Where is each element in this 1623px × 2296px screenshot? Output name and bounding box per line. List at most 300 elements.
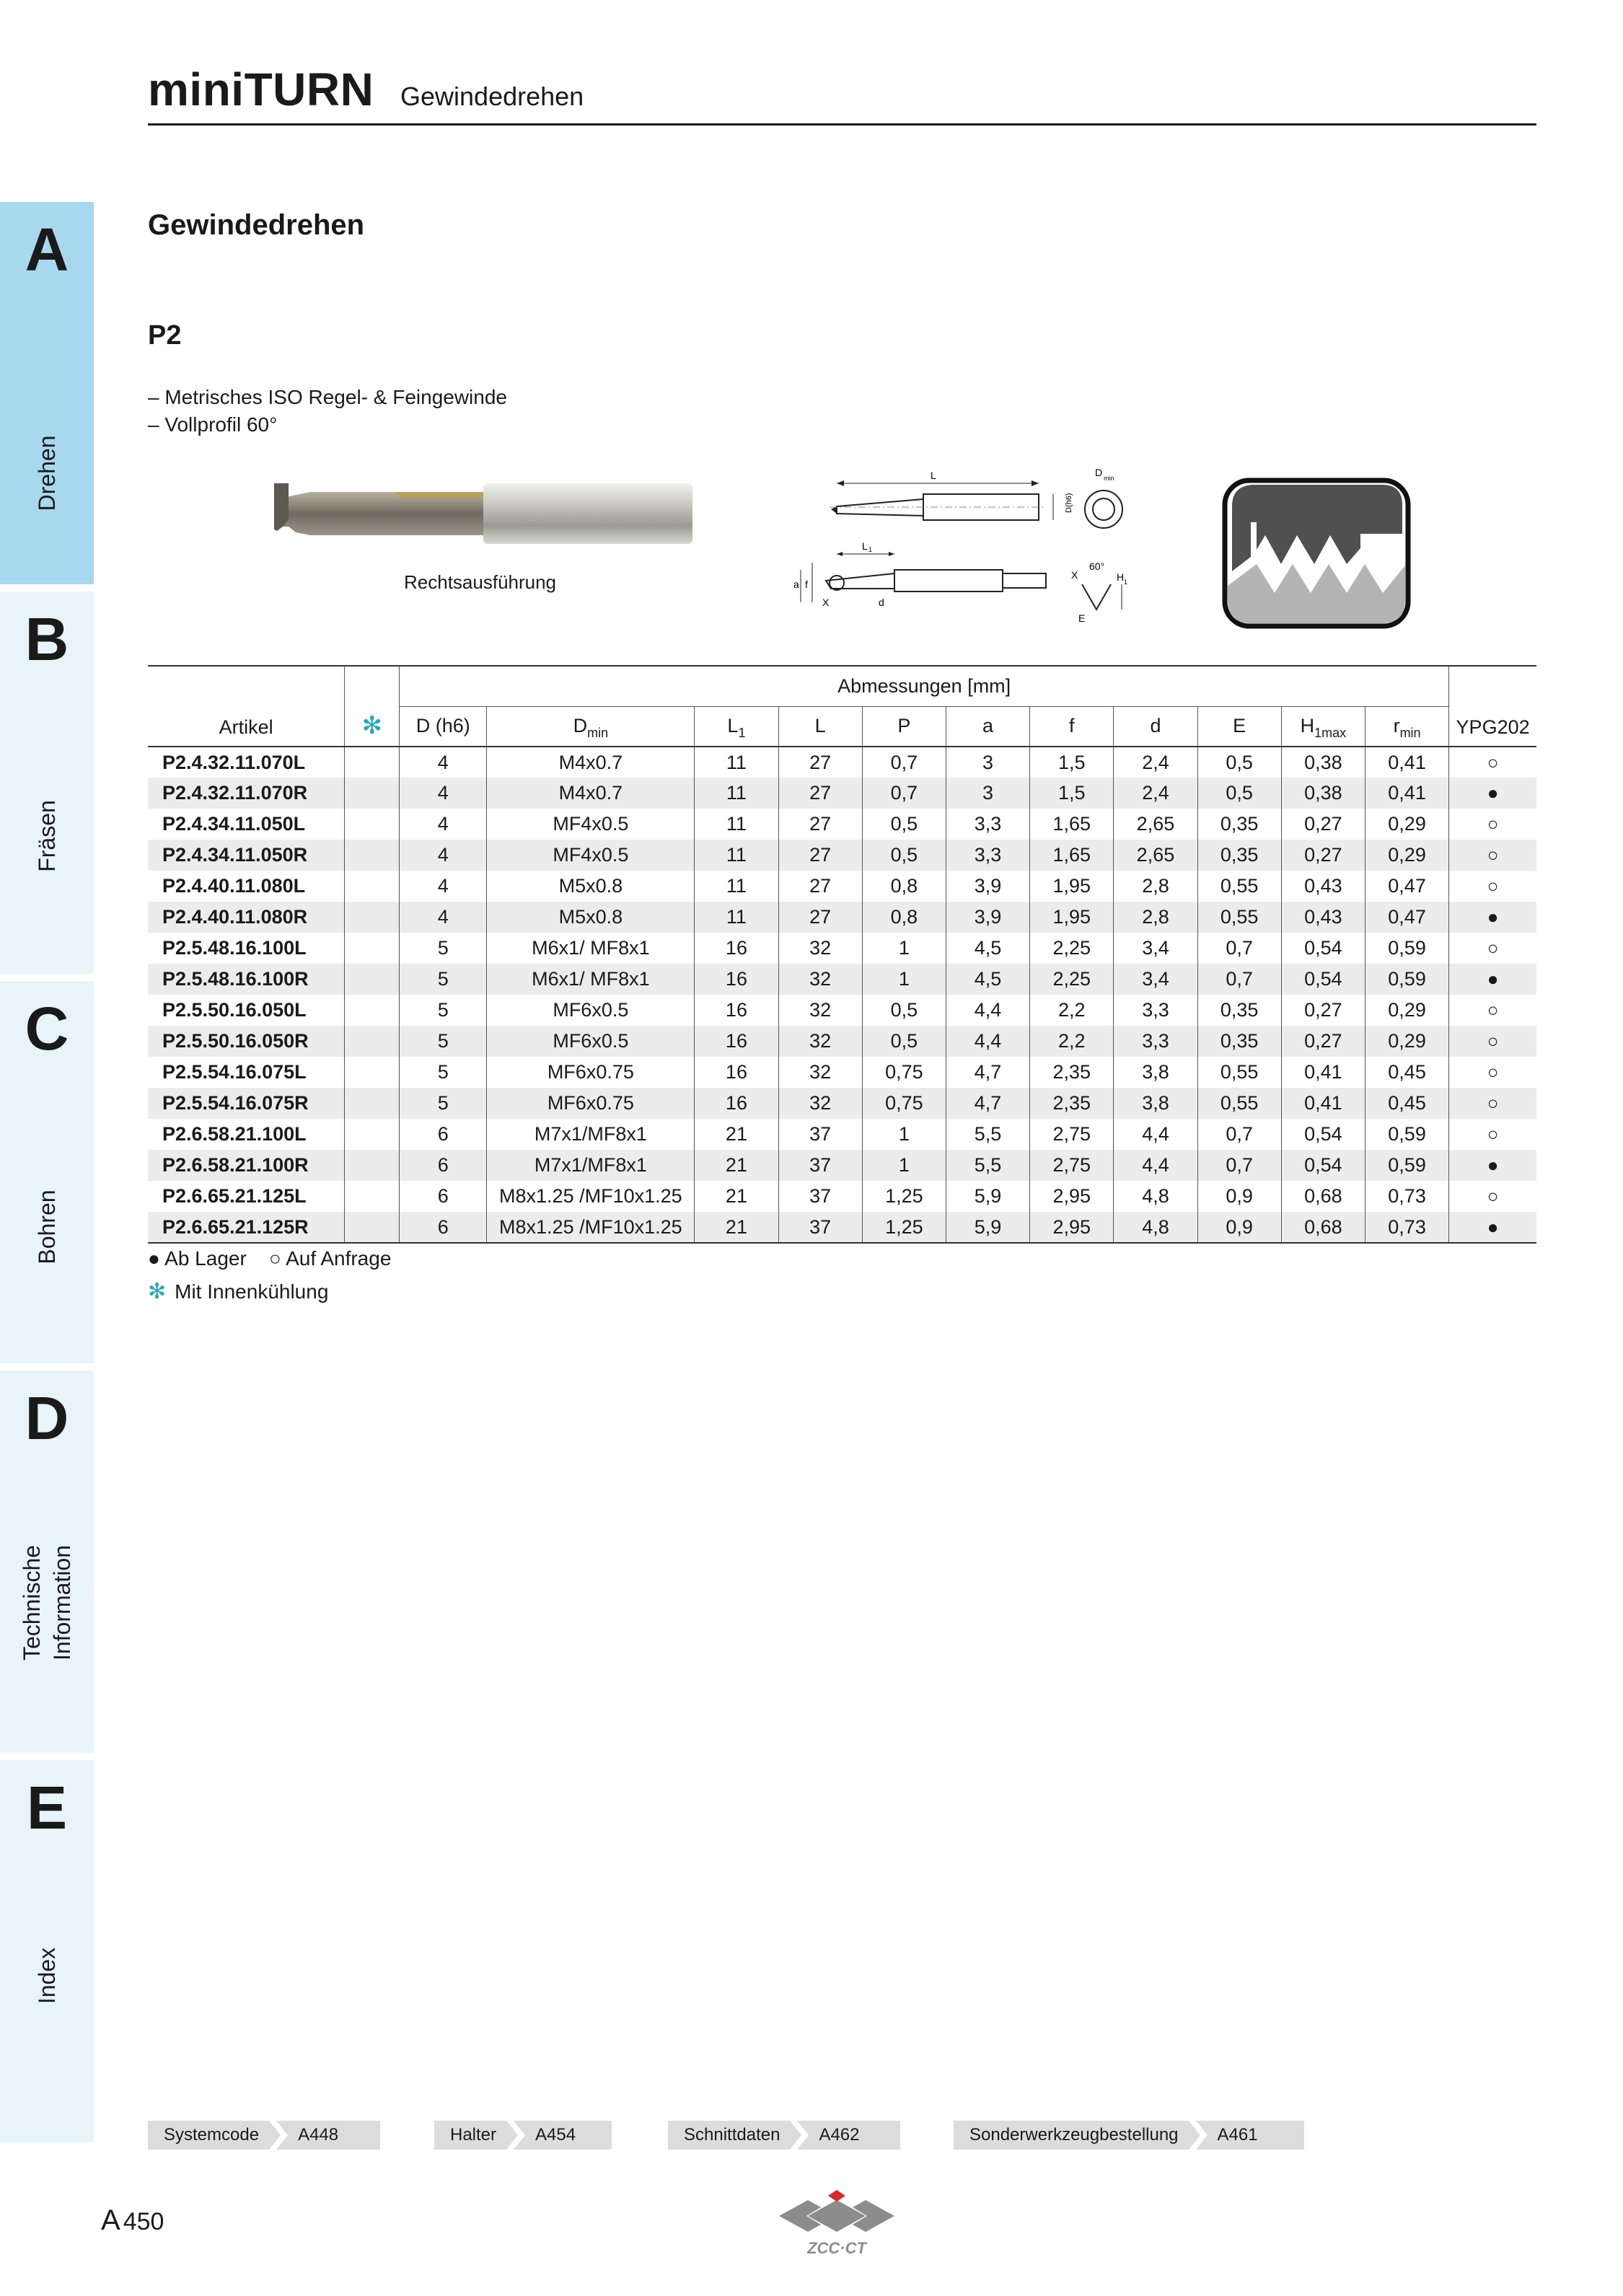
- cell-e: 0,5: [1197, 778, 1281, 809]
- cell-rmin: 0,59: [1365, 1150, 1448, 1181]
- tool-photo: [267, 476, 700, 563]
- drawing-label-dh6: D(h6): [1065, 493, 1073, 513]
- cell-article: P2.6.58.21.100L: [162, 1123, 307, 1145]
- cell-h1max: 0,54: [1281, 933, 1365, 964]
- cell-d: 2,65: [1114, 840, 1197, 871]
- cell-d: 4: [400, 902, 487, 933]
- cell-dmin: M7x1/MF8x1: [487, 1150, 695, 1181]
- cell-availability: ○: [1449, 1026, 1536, 1057]
- cell-availability: ●: [1449, 902, 1536, 933]
- cell-a: 4,7: [946, 1088, 1029, 1119]
- cell-a: 3,3: [946, 840, 1029, 871]
- product-title: P2: [148, 320, 182, 351]
- table-row: [148, 840, 1536, 871]
- cell-l: 27: [778, 747, 862, 778]
- header-subtitle: Gewindedrehen: [400, 82, 584, 111]
- cell-cooling: [345, 747, 400, 778]
- column-header-e: E: [1197, 706, 1281, 747]
- cell-availability: ○: [1449, 747, 1536, 778]
- cell-d: 6: [400, 1212, 487, 1243]
- cell-p: 0,7: [862, 778, 946, 809]
- xref-page: A448: [298, 2125, 339, 2145]
- cell-p: 0,8: [862, 902, 946, 933]
- cell-cooling: [345, 1088, 400, 1119]
- side-tab-label: Index: [34, 1947, 60, 2005]
- side-tab-bohren[interactable]: [0, 981, 94, 1363]
- cell-h1max: 0,68: [1281, 1181, 1365, 1212]
- feature-item: – Vollprofil 60°: [148, 413, 278, 436]
- cell-l: 32: [778, 1026, 862, 1057]
- drawing-label-x: X: [822, 597, 830, 608]
- drawing-label-l1: L: [862, 540, 868, 552]
- cell-f: 2,75: [1030, 1150, 1114, 1181]
- cell-article: P2.4.32.11.070L: [162, 751, 306, 773]
- cell-d: 2,4: [1114, 778, 1197, 809]
- cell-l1: 16: [695, 995, 778, 1026]
- legend-cooling-label: Mit Innenkühlung: [175, 1280, 329, 1303]
- cell-d: 3,8: [1114, 1057, 1197, 1088]
- cell-article: P2.6.58.21.100R: [148, 1150, 345, 1181]
- table-row: [148, 747, 1536, 778]
- cell-d: 3,4: [1114, 964, 1197, 995]
- cell-l1: 11: [695, 902, 778, 933]
- cell-a: 4,4: [946, 1026, 1029, 1057]
- cell-f: 1,65: [1030, 840, 1114, 871]
- cell-d: 4: [437, 751, 449, 773]
- xref-label: Halter: [450, 2125, 497, 2145]
- cell-e: 0,7: [1197, 933, 1281, 964]
- cell-rmin: 0,59: [1365, 933, 1448, 964]
- cell-h1max: 0,54: [1281, 964, 1365, 995]
- cell-article: P2.5.50.16.050L: [162, 999, 307, 1021]
- zcc-ct-logo: [779, 2178, 894, 2258]
- cell-l1: 11: [695, 840, 778, 871]
- cell-h1max: 0,27: [1281, 995, 1365, 1026]
- thread-profile-icon: [1222, 478, 1411, 629]
- column-group-dimensions: Abmessungen [mm]: [400, 666, 1449, 706]
- cell-l: 27: [778, 778, 862, 809]
- side-tab-label: Fräsen: [34, 800, 60, 872]
- column-header-dmin: $D_{min}$: [487, 706, 695, 747]
- cell-d: 4,8: [1114, 1181, 1197, 1212]
- cell-d: 4,8: [1114, 1212, 1197, 1243]
- drawing-label-e: E: [1078, 612, 1086, 624]
- cell-availability: ○: [1449, 1181, 1536, 1212]
- cell-l1: 11: [695, 809, 778, 840]
- cell-p: 0,7: [862, 747, 946, 778]
- cell-rmin: 0,29: [1365, 1026, 1448, 1057]
- cell-f: 2,35: [1030, 1088, 1114, 1119]
- cell-cooling: [345, 1057, 400, 1088]
- cell-cooling: [345, 1119, 400, 1150]
- cell-dmin: MF6x0.75: [487, 1088, 695, 1119]
- cell-d: 3,3: [1114, 995, 1197, 1026]
- chevron-right-icon: [506, 2121, 525, 2150]
- cell-a: 5,9: [946, 1212, 1029, 1243]
- cell-p: 0,5: [862, 1026, 946, 1057]
- cell-l1: 16: [695, 1057, 778, 1088]
- cell-d: 4: [437, 875, 449, 897]
- cell-d: 2,8: [1114, 902, 1197, 933]
- side-tab-technische-information[interactable]: [0, 1371, 94, 1753]
- table-row: [148, 871, 1536, 902]
- cell-l: 27: [778, 902, 862, 933]
- cell-p: 0,5: [862, 840, 946, 871]
- cell-cooling: [345, 964, 400, 995]
- cell-l1: 16: [695, 964, 778, 995]
- page-number: [101, 2204, 164, 2237]
- column-header-f: f: [1030, 706, 1114, 747]
- cell-e: 0,55: [1197, 902, 1281, 933]
- cell-cooling: [345, 1026, 400, 1057]
- cell-e: 0,55: [1197, 871, 1281, 902]
- cell-l1: 21: [695, 1150, 778, 1181]
- cell-rmin: 0,41: [1365, 747, 1448, 778]
- cell-d: 2,4: [1114, 747, 1197, 778]
- cell-l: 32: [778, 1057, 862, 1088]
- cell-f: 2,95: [1030, 1181, 1114, 1212]
- logo-text: ZCC·CT: [807, 2239, 866, 2257]
- brand-title: miniTURN: [148, 63, 374, 115]
- cell-dmin: M4x0.7: [487, 747, 695, 778]
- cell-l: 27: [778, 840, 862, 871]
- cell-l: 37: [778, 1119, 862, 1150]
- cell-rmin: 0,29: [1365, 995, 1448, 1026]
- drawing-label-L: L: [931, 470, 936, 481]
- cell-availability: ○: [1449, 933, 1536, 964]
- table-row: [148, 1057, 1536, 1088]
- cell-l1: 11: [695, 778, 778, 809]
- cell-dmin: MF4x0.5: [487, 809, 695, 840]
- side-tab-letter: B: [25, 605, 69, 673]
- side-tab-label-line1: Technische: [19, 1544, 45, 1661]
- cell-e: 0,35: [1197, 1026, 1281, 1057]
- cell-dmin: M5x0.8: [487, 902, 695, 933]
- cell-availability: ●: [1449, 778, 1536, 809]
- cell-a: 3: [946, 778, 1029, 809]
- xref-halter[interactable]: [434, 2121, 612, 2150]
- legend-in-stock: ● Ab Lager: [148, 1247, 247, 1270]
- xref-page: A454: [535, 2125, 576, 2145]
- drawing-label-angle: 60°: [1089, 560, 1105, 572]
- cell-a: 5,9: [946, 1181, 1029, 1212]
- drawing-label-d: d: [879, 597, 884, 608]
- side-tab-label-line2: Information: [49, 1544, 75, 1661]
- cell-dmin: M8x1.25 /MF10x1.25: [487, 1181, 695, 1212]
- table-row: [148, 933, 1536, 964]
- cell-article: P2.4.34.11.050L: [162, 813, 306, 835]
- cell-rmin: 0,29: [1365, 809, 1448, 840]
- drawing-label-h: H: [1117, 571, 1125, 583]
- cell-l: 27: [778, 871, 862, 902]
- table-row: [148, 809, 1536, 840]
- table-row: [148, 1212, 1536, 1243]
- cell-e: 0,35: [1197, 809, 1281, 840]
- drawing-label-l1-sub: 1: [868, 546, 873, 553]
- cell-f: 1,5: [1030, 778, 1114, 809]
- cell-rmin: 0,41: [1365, 778, 1448, 809]
- cell-e: 0,9: [1197, 1181, 1281, 1212]
- cell-p: 1: [862, 964, 946, 995]
- cell-cooling: [345, 1150, 400, 1181]
- cell-availability: ○: [1449, 871, 1536, 902]
- table-row: [148, 1150, 1536, 1181]
- cell-f: 2,2: [1030, 1026, 1114, 1057]
- cell-l1: 21: [695, 1119, 778, 1150]
- cell-p: 1: [862, 933, 946, 964]
- dimension-drawing: [786, 462, 1147, 624]
- drawing-label-f: f: [805, 579, 808, 590]
- cell-article: P2.5.50.16.050R: [148, 1026, 345, 1057]
- cell-l1: 11: [695, 871, 778, 902]
- cell-rmin: 0,45: [1365, 1057, 1448, 1088]
- drawing-label-dmin-sub: min: [1104, 475, 1114, 482]
- cell-d: 4,4: [1114, 1150, 1197, 1181]
- cell-f: 1,95: [1030, 871, 1114, 902]
- cell-dmin: MF6x0.5: [487, 1026, 695, 1057]
- cell-article: P2.5.48.16.100L: [162, 937, 307, 959]
- xref-label: Schnittdaten: [684, 2125, 780, 2145]
- cell-p: 0,75: [862, 1088, 946, 1119]
- side-tab-letter: C: [25, 995, 69, 1063]
- column-header-rmin: $r_{min}$: [1365, 706, 1448, 747]
- cell-p: 1,25: [862, 1181, 946, 1212]
- cell-h1max: 0,38: [1281, 778, 1365, 809]
- cell-a: 3,9: [946, 902, 1029, 933]
- cell-rmin: 0,47: [1365, 902, 1448, 933]
- xref-label: Systemcode: [164, 2125, 260, 2145]
- side-tab-letter: E: [26, 1774, 68, 1842]
- column-header-d: D (h6): [400, 706, 487, 747]
- cell-availability: ○: [1449, 840, 1536, 871]
- cell-h1max: 0,43: [1281, 902, 1365, 933]
- cell-article: P2.4.32.11.070R: [148, 778, 345, 809]
- cell-l1: 16: [695, 1088, 778, 1119]
- cell-dmin: M6x1/ MF8x1: [487, 933, 695, 964]
- cell-l: 37: [778, 1212, 862, 1243]
- cell-p: 0,5: [862, 995, 946, 1026]
- cell-h1max: 0,54: [1281, 1150, 1365, 1181]
- cell-dmin: M8x1.25 /MF10x1.25: [487, 1212, 695, 1243]
- table-row: [148, 778, 1536, 809]
- cell-e: 0,9: [1197, 1212, 1281, 1243]
- cell-f: 2,25: [1030, 964, 1114, 995]
- xref-schnittdaten[interactable]: [668, 2121, 900, 2150]
- cell-d: 6: [437, 1123, 449, 1145]
- cell-article: P2.5.48.16.100R: [148, 964, 345, 995]
- cell-l: 37: [778, 1181, 862, 1212]
- cell-p: 1: [862, 1119, 946, 1150]
- cell-cooling: [345, 902, 400, 933]
- side-tab-label: Bohren: [34, 1189, 60, 1264]
- page-number-prefix: A: [101, 2204, 120, 2236]
- cell-l: 27: [778, 809, 862, 840]
- cell-article: P2.6.65.21.125L: [162, 1185, 307, 1207]
- cell-rmin: 0,45: [1365, 1088, 1448, 1119]
- cell-l1: 21: [695, 1181, 778, 1212]
- table-row: [148, 1119, 1536, 1150]
- cell-article: P2.5.54.16.075R: [148, 1088, 345, 1119]
- cell-e: 0,35: [1197, 995, 1281, 1026]
- cell-d: 4: [400, 840, 487, 871]
- page-number-value: 450: [123, 2208, 164, 2235]
- xref-sonderwerkzeugbestellung[interactable]: [954, 2121, 1304, 2150]
- cell-availability: ○: [1449, 1119, 1536, 1150]
- cell-dmin: MF6x0.75: [487, 1057, 695, 1088]
- cell-d: 4: [437, 813, 449, 835]
- cell-a: 3,9: [946, 871, 1029, 902]
- cell-availability: ●: [1449, 1212, 1536, 1243]
- cell-d: 6: [437, 1185, 449, 1207]
- cell-article: P2.4.34.11.050R: [148, 840, 345, 871]
- cell-dmin: M7x1/MF8x1: [487, 1119, 695, 1150]
- cell-h1max: 0,27: [1281, 840, 1365, 871]
- cell-a: 3,3: [946, 809, 1029, 840]
- cell-l: 32: [778, 995, 862, 1026]
- cell-dmin: M5x0.8: [487, 871, 695, 902]
- cell-availability: ●: [1449, 964, 1536, 995]
- cell-a: 3: [946, 747, 1029, 778]
- drawing-label-h-sub: 1: [1124, 579, 1128, 586]
- legend-availability: [148, 1242, 391, 1275]
- cell-cooling: [345, 778, 400, 809]
- side-tab-fraesen[interactable]: [0, 591, 94, 974]
- table-row: [148, 902, 1536, 933]
- side-tab-label: Drehen: [34, 435, 60, 511]
- cell-rmin: 0,59: [1365, 964, 1448, 995]
- chevron-right-icon: [1189, 2121, 1208, 2150]
- cell-d: 5: [400, 1026, 487, 1057]
- cell-e: 0,55: [1197, 1088, 1281, 1119]
- side-tab-label: [17, 1545, 77, 1661]
- cell-cooling: [345, 871, 400, 902]
- cell-d: 3,4: [1114, 933, 1197, 964]
- side-tab-index[interactable]: [0, 1760, 94, 2142]
- cell-h1max: 0,54: [1281, 1119, 1365, 1150]
- feature-list: [148, 384, 507, 439]
- cell-d: 4: [400, 778, 487, 809]
- cell-a: 4,4: [946, 995, 1029, 1026]
- column-header-h1max: $H_{1max}$: [1281, 706, 1365, 747]
- cell-d: 5: [437, 1061, 449, 1083]
- cell-e: 0,55: [1197, 1057, 1281, 1088]
- chevron-right-icon: [790, 2121, 809, 2150]
- drawing-label-dmin: D: [1095, 467, 1103, 478]
- page-header: [148, 62, 1536, 126]
- legend: [148, 1242, 391, 1308]
- column-header-a: a: [946, 706, 1029, 747]
- column-header-dd: d: [1114, 706, 1197, 747]
- cell-f: 2,95: [1030, 1212, 1114, 1243]
- cell-cooling: [345, 809, 400, 840]
- cell-d: 5: [437, 999, 449, 1021]
- cell-l1: 11: [695, 747, 778, 778]
- cell-h1max: 0,38: [1281, 747, 1365, 778]
- cell-article: P2.6.65.21.125R: [148, 1212, 345, 1243]
- snowflake-icon: ✻: [148, 1280, 167, 1303]
- column-header-l: L: [778, 706, 862, 747]
- cell-f: 2,25: [1030, 933, 1114, 964]
- cell-p: 1,25: [862, 1212, 946, 1243]
- cell-availability: ○: [1449, 995, 1536, 1026]
- cell-a: 5,5: [946, 1150, 1029, 1181]
- cell-h1max: 0,41: [1281, 1057, 1365, 1088]
- cell-rmin: 0,73: [1365, 1181, 1448, 1212]
- cell-a: 4,5: [946, 964, 1029, 995]
- cell-h1max: 0,27: [1281, 1026, 1365, 1057]
- cell-f: 1,65: [1030, 809, 1114, 840]
- cell-article: P2.5.54.16.075L: [162, 1061, 307, 1083]
- cell-d: 4,4: [1114, 1119, 1197, 1150]
- cell-cooling: [345, 840, 400, 871]
- cell-a: 4,5: [946, 933, 1029, 964]
- side-tab-drehen[interactable]: [0, 202, 94, 584]
- cell-article: P2.4.40.11.080R: [148, 902, 345, 933]
- cell-l1: 16: [695, 933, 778, 964]
- column-header-article: Artikel: [148, 666, 345, 747]
- table-row: [148, 964, 1536, 995]
- section-title: Gewindedrehen: [148, 209, 365, 241]
- drawing-label-x2: X: [1071, 569, 1078, 581]
- cell-availability: ○: [1449, 1088, 1536, 1119]
- cell-f: 2,2: [1030, 995, 1114, 1026]
- cell-h1max: 0,41: [1281, 1088, 1365, 1119]
- cell-d: 2,8: [1114, 871, 1197, 902]
- cell-availability: ●: [1449, 1150, 1536, 1181]
- cell-h1max: 0,68: [1281, 1212, 1365, 1243]
- cell-h1max: 0,27: [1281, 809, 1365, 840]
- cell-dmin: MF4x0.5: [487, 840, 695, 871]
- table-row: [148, 1026, 1536, 1057]
- cell-l1: 21: [695, 1212, 778, 1243]
- cell-l: 37: [778, 1150, 862, 1181]
- column-header-cooling: [345, 666, 400, 747]
- cell-h1max: 0,43: [1281, 871, 1365, 902]
- cell-d: 6: [400, 1150, 487, 1181]
- cell-dmin: M4x0.7: [487, 778, 695, 809]
- legend-on-request: ○ Auf Anfrage: [268, 1247, 392, 1270]
- cell-rmin: 0,59: [1365, 1119, 1448, 1150]
- cell-d: 5: [400, 964, 487, 995]
- cell-d: 2,65: [1114, 809, 1197, 840]
- xref-page: A461: [1217, 2125, 1258, 2145]
- xref-page: A462: [819, 2125, 860, 2145]
- side-tab-letter: D: [25, 1384, 69, 1452]
- cell-l: 32: [778, 1088, 862, 1119]
- cell-a: 5,5: [946, 1119, 1029, 1150]
- cell-d: 3,3: [1114, 1026, 1197, 1057]
- cell-cooling: [345, 933, 400, 964]
- cell-p: 0,5: [862, 809, 946, 840]
- cell-e: 0,7: [1197, 1119, 1281, 1150]
- cell-d: 5: [437, 937, 449, 959]
- cell-rmin: 0,29: [1365, 840, 1448, 871]
- xref-systemcode[interactable]: [148, 2121, 380, 2150]
- cell-d: 5: [400, 1088, 487, 1119]
- snowflake-icon: ✻: [361, 712, 382, 739]
- cell-cooling: [345, 1181, 400, 1212]
- cell-e: 0,5: [1197, 747, 1281, 778]
- cell-p: 0,75: [862, 1057, 946, 1088]
- xref-label: Sonderwerkzeugbestellung: [969, 2125, 1179, 2145]
- cell-a: 4,7: [946, 1057, 1029, 1088]
- tool-caption: Rechtsausführung: [404, 571, 557, 593]
- cell-dmin: MF6x0.5: [487, 995, 695, 1026]
- cell-e: 0,35: [1197, 840, 1281, 871]
- cell-p: 1: [862, 1150, 946, 1181]
- feature-item: – Metrisches ISO Regel- & Feingewinde: [148, 386, 507, 408]
- cell-availability: ○: [1449, 809, 1536, 840]
